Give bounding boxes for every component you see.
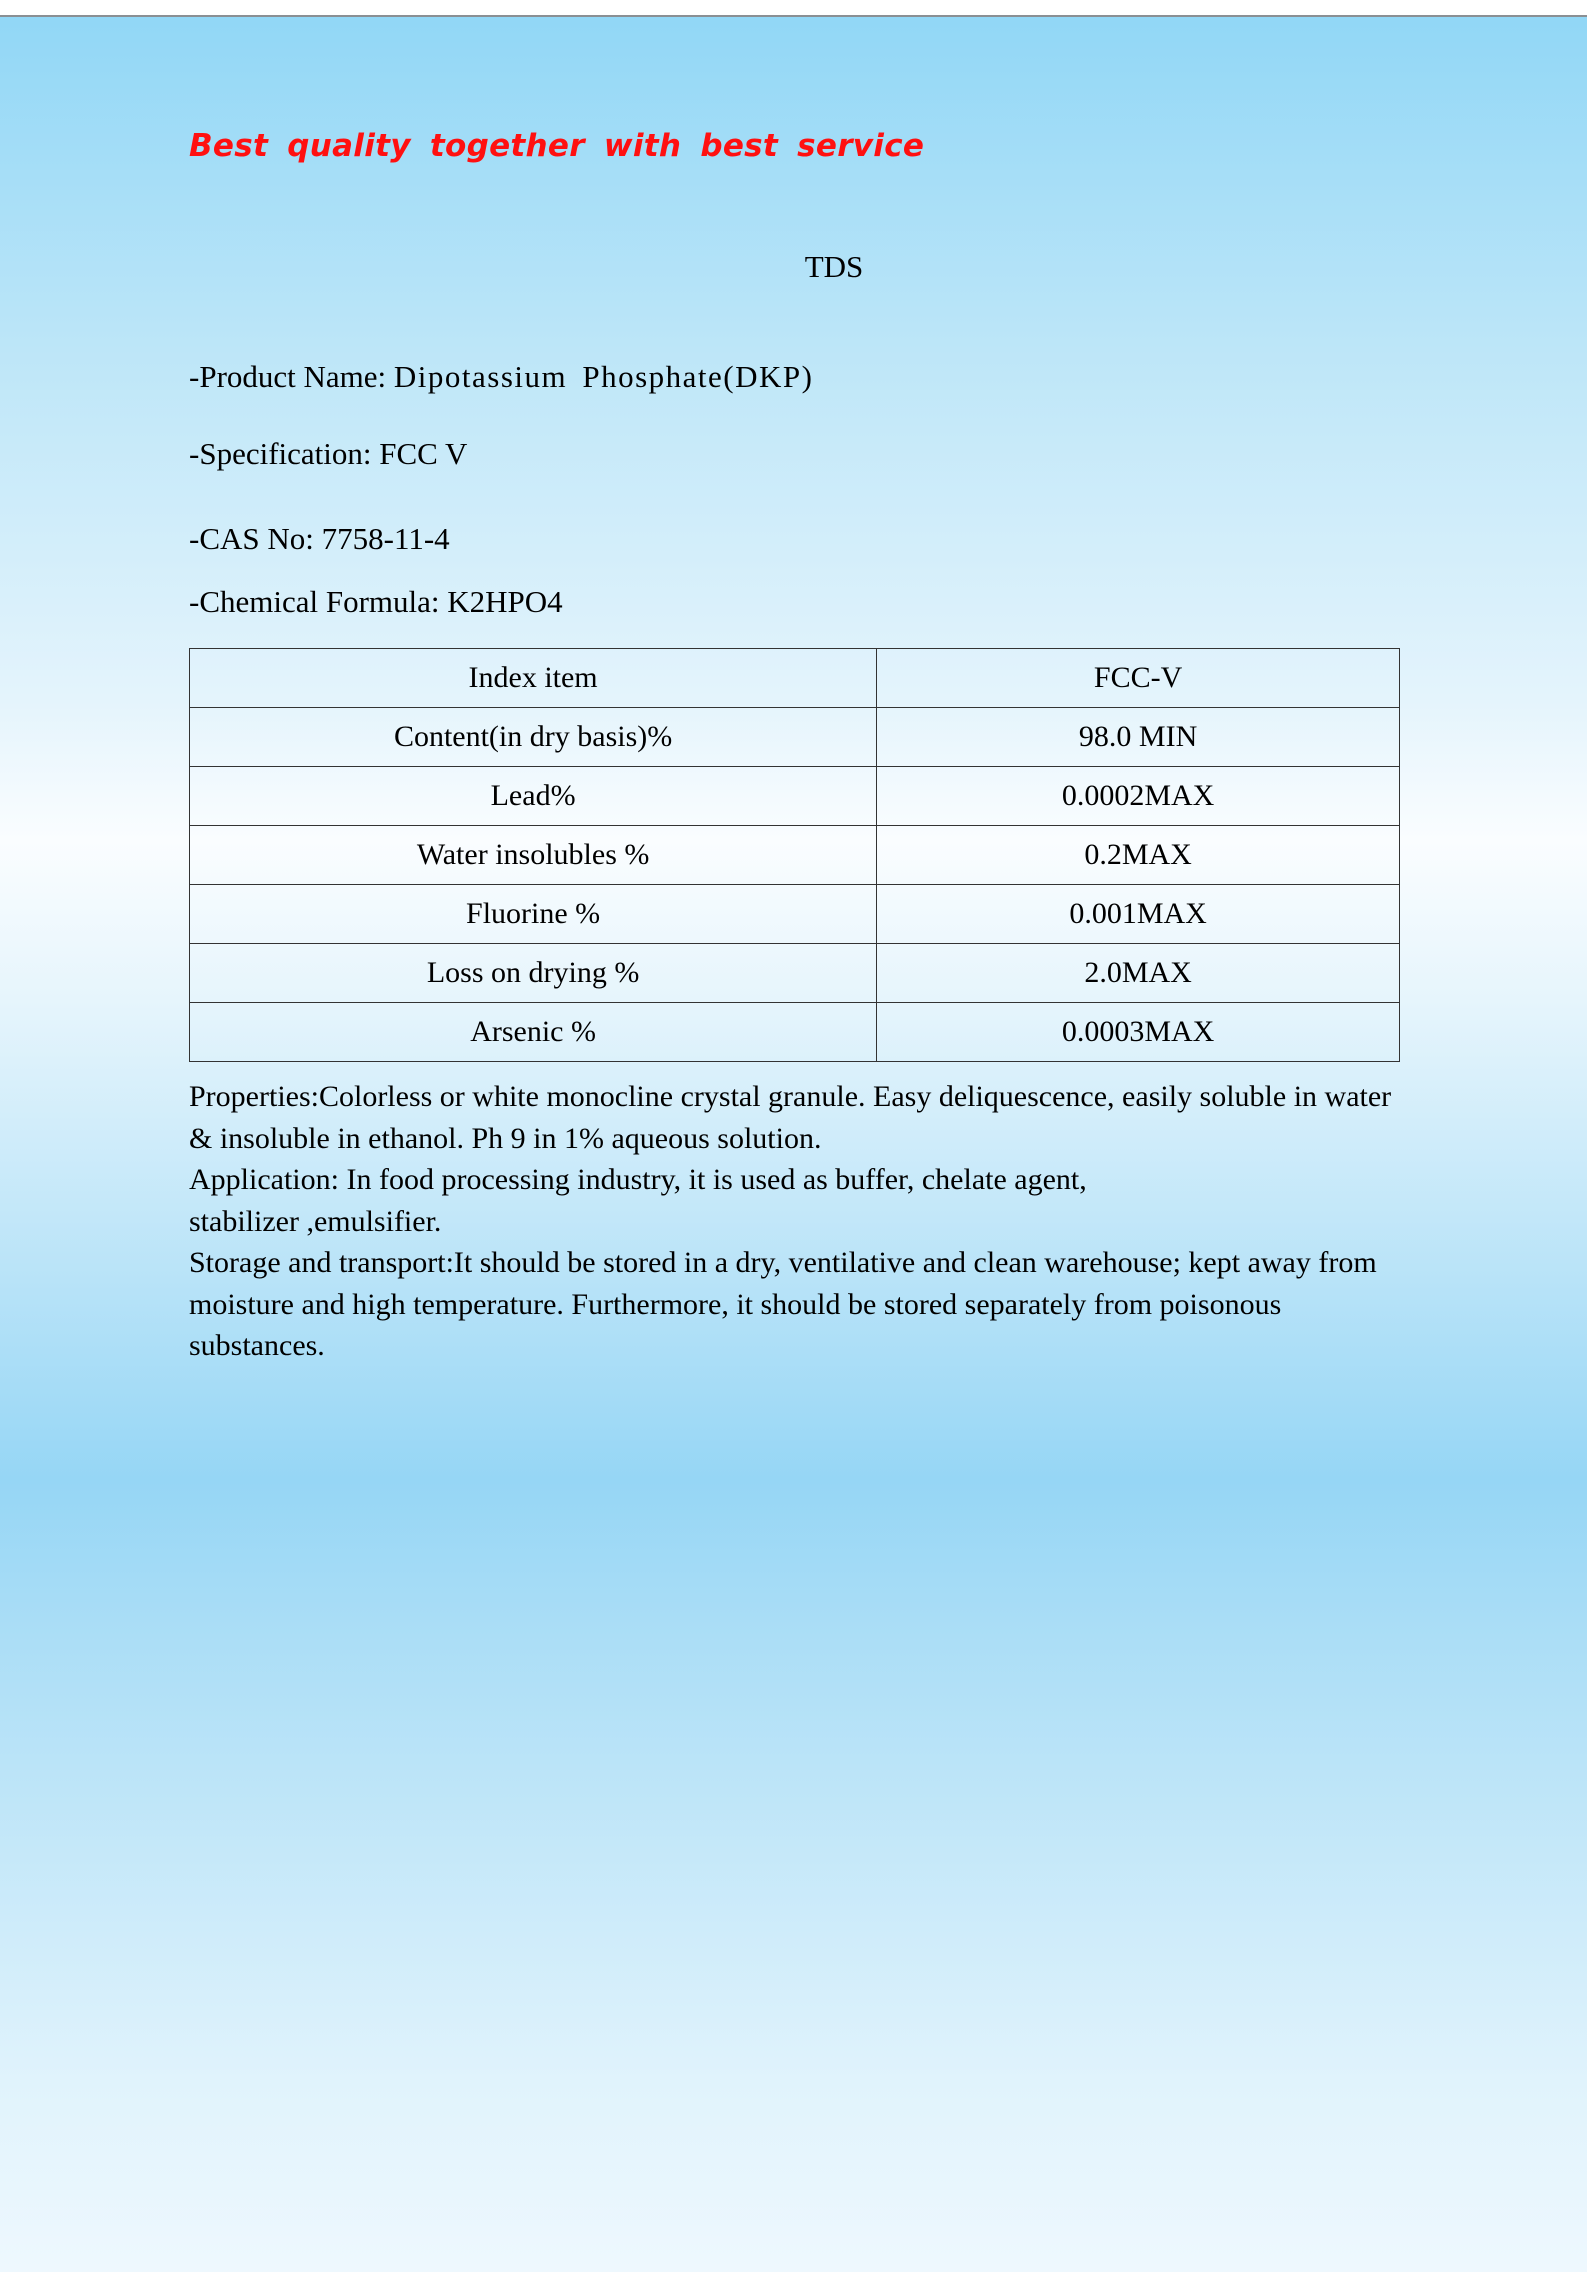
specification-value: FCC V <box>379 436 468 471</box>
specification-field <box>189 436 467 472</box>
table-cell-item: Arsenic % <box>190 1003 877 1062</box>
table-cell-value: 0.0003MAX <box>877 1003 1400 1062</box>
table-row <box>190 944 1400 1003</box>
chemical-formula-label: -Chemical Formula: <box>189 584 448 619</box>
chemical-formula-value: K2HPO4 <box>447 584 563 619</box>
table-row <box>190 885 1400 944</box>
table-cell-value: 0.001MAX <box>877 885 1400 944</box>
product-name-field <box>189 359 813 395</box>
storage-paragraph: Storage and transport:It should be stored in a dry, ventilative and clean warehouse; kept away from moisture and high temperature. Furthermore, it should be stored separately from poisonous substances. <box>189 1246 1377 1362</box>
column-header-fcc-v: FCC-V <box>877 649 1400 708</box>
table-row <box>190 767 1400 826</box>
table-cell-item: Water insolubles % <box>190 826 877 885</box>
table-cell-value: 2.0MAX <box>877 944 1400 1003</box>
table-cell-value: 0.0002MAX <box>877 767 1400 826</box>
application-paragraph-line1: Application: In food processing industry, it is used as buffer, chelate agent, <box>189 1163 1087 1196</box>
table-cell-value: 98.0 MIN <box>877 708 1400 767</box>
table-cell-item: Content(in dry basis)% <box>190 708 877 767</box>
document-title: TDS <box>804 249 864 284</box>
table-cell-item: Loss on drying % <box>190 944 877 1003</box>
specification-label: -Specification: <box>189 436 380 471</box>
properties-paragraph: Properties:Colorless or white monocline crystal granule. Easy deliquescence, easily soluble in water & insoluble in ethanol. Ph 9 in 1% aqueous solution. <box>189 1080 1392 1155</box>
cas-number-field <box>189 521 450 557</box>
product-name-value: Dipotassium Phosphate(DKP) <box>393 359 814 394</box>
page-top-border <box>0 0 1587 17</box>
table-cell-item: Fluorine % <box>190 885 877 944</box>
chemical-formula-field <box>189 584 563 620</box>
table-cell-item: Lead% <box>190 767 877 826</box>
cas-number-label: -CAS No: <box>189 521 322 556</box>
company-slogan: Best quality together with best service <box>189 128 925 164</box>
specification-table <box>189 648 1400 1062</box>
description-text <box>189 1076 1414 1367</box>
application-paragraph-line2: stabilizer ,emulsifier. <box>189 1204 442 1238</box>
table-cell-value: 0.2MAX <box>877 826 1400 885</box>
table-row <box>190 708 1400 767</box>
cas-number-value: 7758-11-4 <box>321 521 450 556</box>
column-header-index-item: Index item <box>190 649 877 708</box>
table-header-row <box>190 649 1400 708</box>
product-name-label: -Product Name: <box>189 359 394 394</box>
table-row <box>190 826 1400 885</box>
table-row <box>190 1003 1400 1062</box>
